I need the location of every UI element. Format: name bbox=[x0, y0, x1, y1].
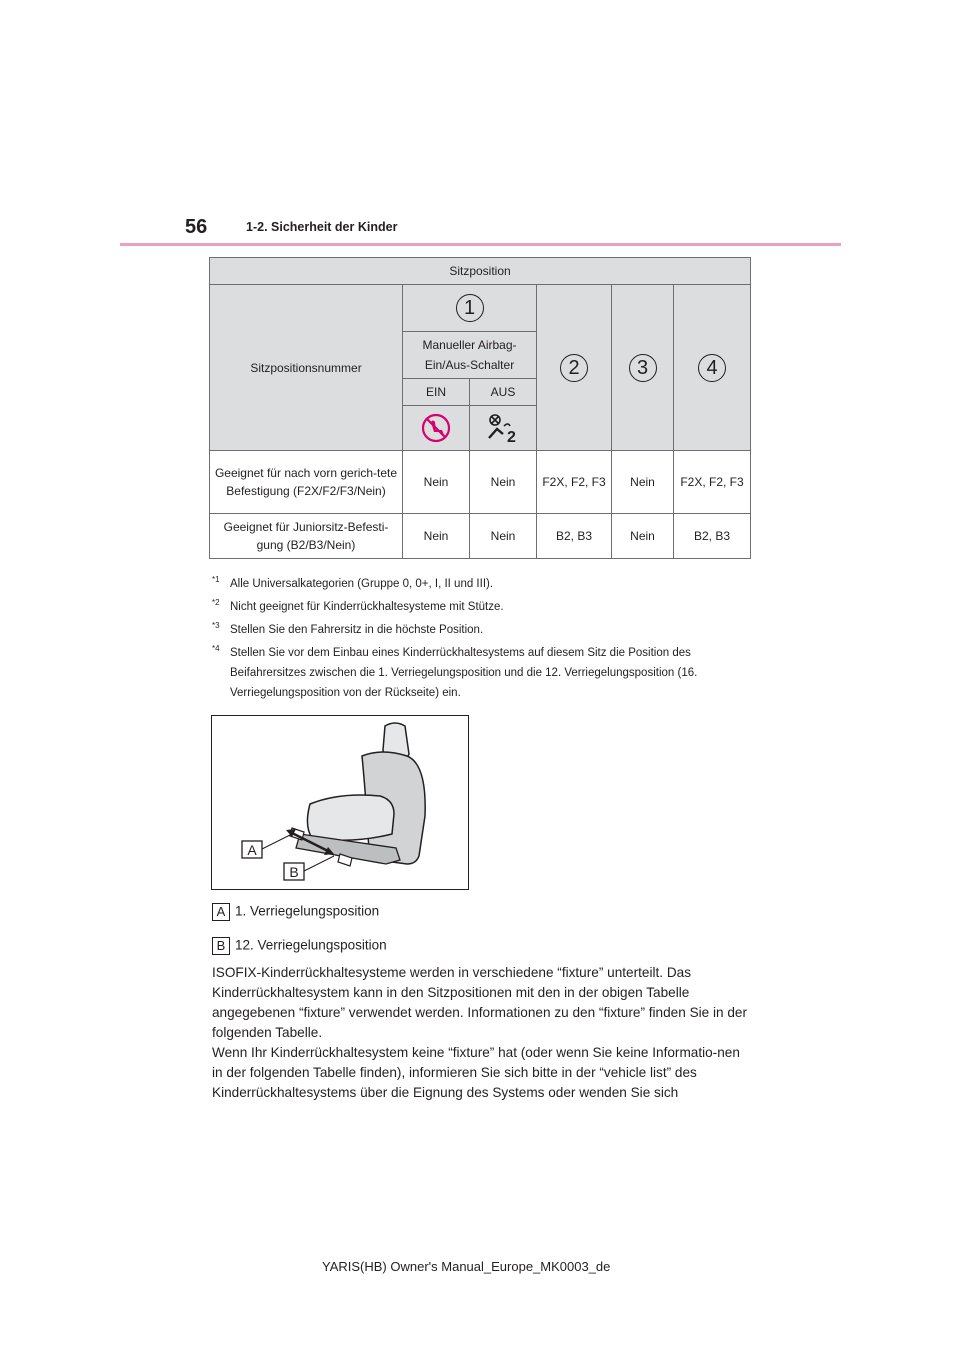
legend-item-b: B 12. Verriegelungsposition bbox=[212, 937, 387, 955]
svg-text:2: 2 bbox=[507, 429, 516, 444]
table-cell: Nein bbox=[470, 451, 537, 514]
footnote: *3 Stellen Sie den Fahrersitz in die höchste Position. bbox=[212, 621, 484, 636]
footnote: *4 Stellen Sie vor dem Einbau eines Kinderrückhaltesystems auf diesem Sitz die Position des Beifahrersitzes zwischen die 1. Verriegelungsposition und die 12. Verriegelungsposition (16. Verriegelungsposition von der Rückseite) ein. bbox=[212, 644, 698, 699]
table-cell: B2, B3 bbox=[537, 514, 612, 559]
table-cell: Nein bbox=[403, 514, 470, 559]
seat-number-4: 4 bbox=[698, 354, 726, 382]
footnote: *2 Nicht geeignet für Kinderrückhaltesysteme mit Stütze. bbox=[212, 598, 504, 613]
section-title: 1-2. Sicherheit der Kinder bbox=[246, 220, 398, 234]
switch-state-off: AUS bbox=[470, 379, 537, 406]
airbag-off-indicator-icon bbox=[419, 413, 453, 443]
footnotes bbox=[212, 574, 752, 703]
header-rule bbox=[120, 243, 841, 246]
body-paragraph: Wenn Ihr Kinderrückhaltesystem keine “fixture” hat (oder wenn Sie keine Informatio-nen in der folgenden Tabelle finden), informieren Sie sich bitte in der “vehicle list” des Kinderrückhaltesystems über die Eignung des Systems oder wenden Sie sich bbox=[212, 1045, 740, 1100]
seat-number-2: 2 bbox=[560, 354, 588, 382]
table-cell: Nein bbox=[403, 451, 470, 514]
figure-label-b: B bbox=[289, 864, 299, 880]
table-caption: Sitzposition bbox=[210, 258, 751, 285]
switch-state-on: EIN bbox=[403, 379, 470, 406]
legend-key-a: A bbox=[212, 903, 230, 921]
body-text bbox=[212, 963, 752, 1103]
row-header-label: Sitzpositionsnummer bbox=[210, 285, 403, 451]
table-cell: Nein bbox=[612, 451, 674, 514]
table-cell: Nein bbox=[470, 514, 537, 559]
body-paragraph: ISOFIX-Kinderrückhaltesysteme werden in verschiedene “fixture” unterteilt. Das Kinderrückhaltesystem kann in den Sitzpositionen mit den in der obigen Tabelle angegebenen “fixture” verwendet werden. Informationen zu den “fixture” finden Sie in der folgenden Tabelle. bbox=[212, 965, 748, 1040]
table-cell: F2X, F2, F3 bbox=[537, 451, 612, 514]
seat-adjustment-illustration bbox=[211, 715, 469, 890]
footer-text: YARIS(HB) Owner's Manual_Europe_MK0003_de bbox=[322, 1259, 611, 1274]
row-label-forward: Geeignet für nach vorn gerich-tete Befestigung (F2X/F2/F3/Nein) bbox=[210, 451, 403, 514]
row-label-booster: Geeignet für Juniorsitz-Befesti-gung (B2/B3/Nein) bbox=[210, 514, 403, 559]
seat-number-3: 3 bbox=[629, 354, 657, 382]
table-cell: F2X, F2, F3 bbox=[674, 451, 751, 514]
seat-number-1: 1 bbox=[456, 294, 484, 322]
table-cell: B2, B3 bbox=[674, 514, 751, 559]
airbag-on-indicator-icon bbox=[485, 412, 521, 444]
legend-item-a: A 1. Verriegelungsposition bbox=[212, 903, 379, 921]
legend-key-b: B bbox=[212, 937, 230, 955]
seat-position-table bbox=[209, 257, 751, 559]
airbag-switch-label: Manueller Airbag-Ein/Aus-Schalter bbox=[403, 332, 537, 379]
table-cell: Nein bbox=[612, 514, 674, 559]
footnote: *1 Alle Universalkategorien (Gruppe 0, 0+, I, II und III). bbox=[212, 575, 494, 590]
figure-label-a: A bbox=[247, 842, 257, 858]
page-number: 56 bbox=[185, 216, 208, 238]
